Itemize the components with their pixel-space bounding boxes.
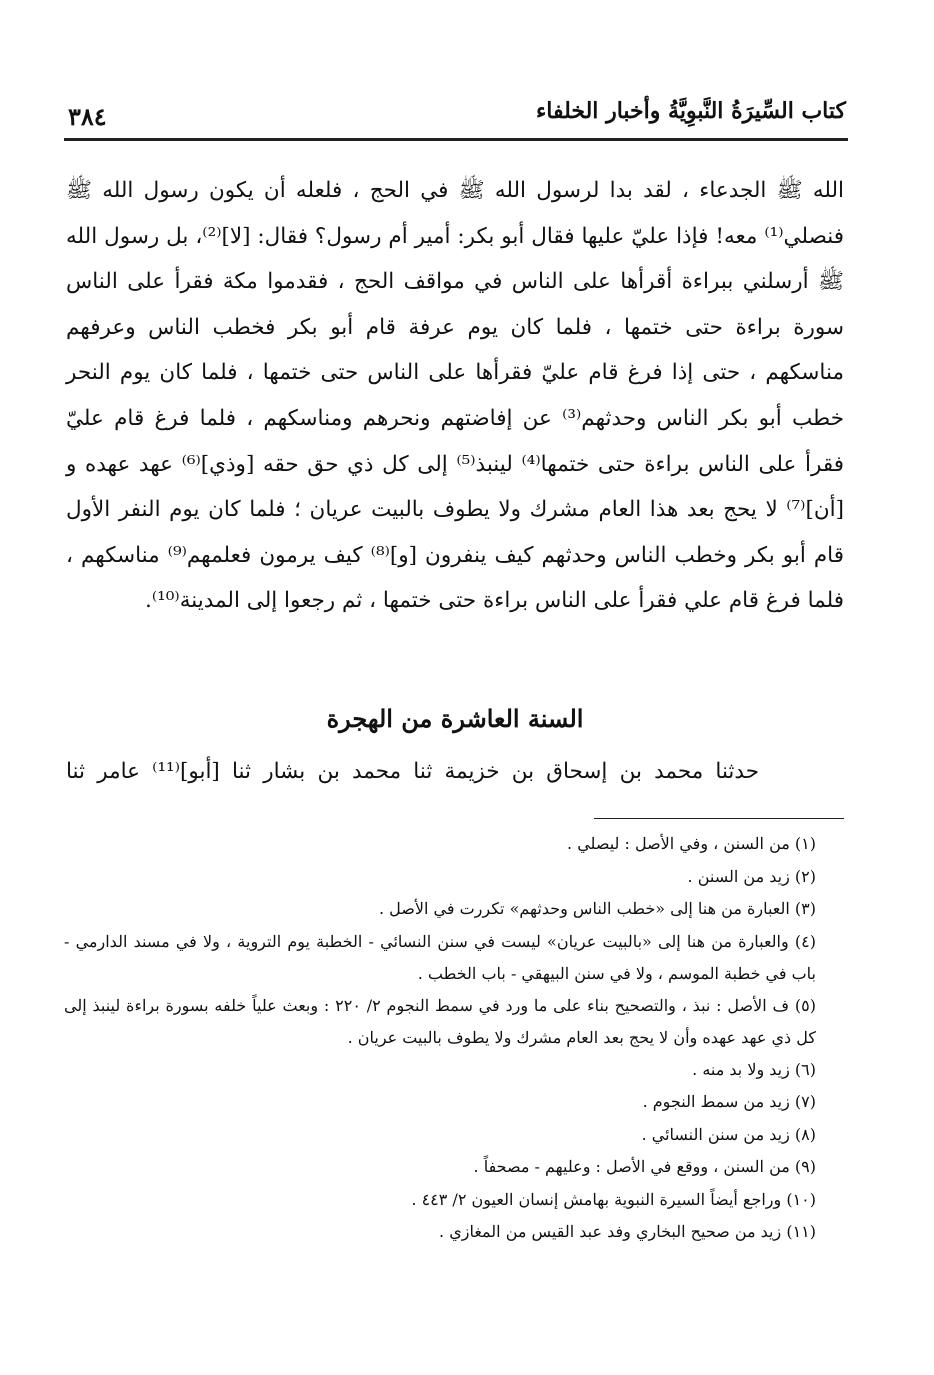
footnote: (٨) زيد من سنن النسائي . xyxy=(641,1124,816,1144)
footnotes xyxy=(64,828,816,1249)
page-number: ٣٨٤ xyxy=(68,102,107,131)
footnote: (١) من السنن ، وفي الأصل : ليصلي . xyxy=(567,834,816,853)
footnote: (١٠) وراجع أيضاً السيرة النبوية بهامش إنسان العيون ٢/ ٤٤٣ . xyxy=(411,1189,816,1209)
footnote-separator xyxy=(594,818,844,819)
footnote: (٦) زيد ولا بد منه . xyxy=(692,1059,816,1079)
footnote: (٢) زيد من السنن . xyxy=(687,866,816,886)
continuation-line: حدثنا محمد بن إسحاق بن خزيمة ثنا محمد بن بشار ثنا [أبو]⁽¹¹⁾ عامر ثنا xyxy=(66,759,759,784)
header-rule xyxy=(64,138,848,141)
footnote: (٥) ف الأصل : نبذ ، والتصحيح بناء على ما ورد في سمط النجوم ٢/ ٢٢٠ : وبعث علياً خلفه بسورة براءة لينبذ إلى كل ذي عهد عهده وأن لا يحج بعد العام مشرك ولا يطوف بالبيت عريان . xyxy=(64,995,816,1047)
footnote: (٩) من السنن ، ووقع في الأصل : وعليهم - مصحفاً . xyxy=(473,1157,816,1176)
running-title: كتاب السِّيرَةُ النَّبوِيَّةُ وأخبار الخلفاء xyxy=(535,98,846,124)
footnote: (٤) والعبارة من هنا إلى «بالبيت عريان» ليست في سنن النسائي - الخطبة يوم التروية ، ولا في مسند الدارمي - باب في خطبة الموسم ، ولا في سنن البيهقي - باب الخطب . xyxy=(64,931,816,983)
main-text xyxy=(66,168,844,624)
page-header xyxy=(68,96,846,132)
section-heading: السنة العاشرة من الهجرة xyxy=(326,704,584,733)
footnote: (٧) زيد من سمط النجوم . xyxy=(642,1092,816,1111)
footnote: (١١) زيد من صحيح البخاري وفد عبد القيس من المغازي . xyxy=(439,1222,816,1241)
body-paragraph: الله ﷺ الجدعاء ، لقد بدا لرسول الله ﷺ في الحج ، فلعله أن يكون رسول الله ﷺ فنصلي⁽¹⁾ معه! فإذا عليّ عليها فقال أبو بكر: أمير أم رسول؟ فقال: [لا]⁽²⁾، بل رسول الله ﷺ أرسلني ببراءة أقرأها على الناس في مواقف الحج ، فقدموا مكة فقرأ على الناس سورة براءة حتى ختمها ، فلما كان يوم عرفة قام أبو بكر فخطب الناس وعرفهم مناسكهم ، حتى إذا فرغ قام عليّ فقرأها على الناس حتى ختمها ، فلما كان يوم النحر خطب أبو بكر الناس وحدثهم⁽³⁾ عن إفاضتهم ونحرهم ومناسكهم ، فلما فرغ قام عليّ فقرأ على الناس براءة حتى ختمها⁽⁴⁾ لينبذ⁽⁵⁾ إلى كل ذي حق حقه [وذي]⁽⁶⁾ عهد عهده و [أن]⁽⁷⁾ لا يحج بعد هذا العام مشرك ولا يطوف بالبيت عريان ؛ فلما كان يوم النفر الأول قام أبو بكر وخطب الناس وحدثهم كيف ينفرون [و]⁽⁸⁾ كيف يرمون فعلمهم⁽⁹⁾ مناسكهم ، فلما فرغ قام علي فقرأ على الناس براءة حتى ختمها ، ثم رجعوا إلى المدينة⁽¹⁰⁾. xyxy=(66,178,844,614)
footnote: (٣) العبارة من هنا إلى «خطب الناس وحدثهم» تكررت في الأصل . xyxy=(378,899,816,918)
